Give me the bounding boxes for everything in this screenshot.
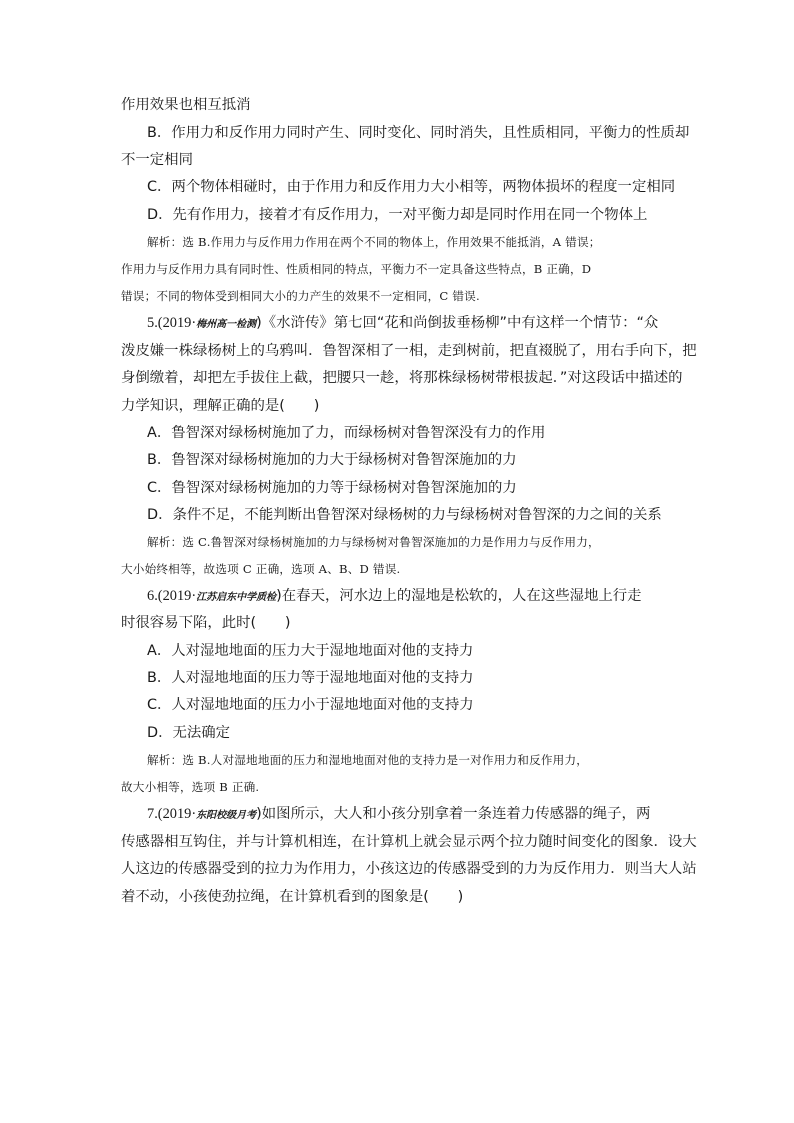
- q5-stem-text: )《水浒传》第七回“花和尚倒拔垂杨柳”中有这样一个情节：“众: [256, 315, 659, 331]
- q5-option-c: C．鲁智深对绿杨树施加的力等于绿杨树对鲁智深施加的力: [147, 480, 517, 496]
- q6-number: 6.: [147, 588, 158, 604]
- q5-option-b: B．鲁智深对绿杨树施加的力大于绿杨树对鲁智深施加的力: [147, 452, 517, 468]
- q6-option-c: C．人对湿地地面的压力小于湿地地面对他的支持力: [147, 697, 474, 713]
- q5-stem-line-1: [147, 313, 707, 335]
- q7-stem-line-4: 着不动，小孩使劲拉绳，在计算机看到的图象是( ): [121, 889, 464, 905]
- q4-option-c: C．两个物体相碰时，由于作用力和反作用力大小相等，两物体损坏的程度一定相同: [147, 179, 676, 195]
- q5-source: 梅州高一检测: [196, 319, 257, 330]
- q7-year: (2019·: [157, 806, 197, 822]
- q5-number: 5.: [147, 315, 158, 331]
- q6-option-d: D．无法确定: [147, 725, 231, 741]
- q6-stem-text: )在春天，河水边上的湿地是松软的，人在这些湿地上行走: [276, 588, 642, 604]
- q4-explanation-line-3: 错误；不同的物体受到相同大小的力产生的效果不一定相同，C 错误.: [121, 289, 480, 303]
- q6-explanation-line-1: 解析：选 B.人对湿地地面的压力和湿地地面对他的支持力是一对作用力和反作用力，: [147, 753, 589, 767]
- q5-stem-line-4: 力学知识，理解正确的是( ): [121, 398, 320, 414]
- q6-source: 江苏启东中学质检: [196, 592, 277, 603]
- q4-option-a-continuation: 作用效果也相互抵消: [121, 97, 251, 113]
- q7-number: 7.: [147, 806, 158, 822]
- q4-option-d: D．先有作用力，接着才有反作用力，一对平衡力却是同时作用在同一个物体上: [147, 207, 648, 223]
- q6-option-a: A．人对湿地地面的压力大于湿地地面对他的支持力: [147, 643, 474, 659]
- q5-stem-line-2: 泼皮嫌一株绿杨树上的乌鸦叫．鲁智深相了一相，走到树前，把直裰脱了，用右手向下，把: [121, 343, 697, 359]
- q7-stem-line-1: [147, 804, 707, 826]
- q5-explanation-line-1: 解析：选 C.鲁智深对绿杨树施加的力与绿杨树对鲁智深施加的力是作用力与反作用力，: [147, 535, 600, 549]
- q5-explanation-line-2: 大小始终相等，故选项 C 正确，选项 A、B、D 错误.: [121, 562, 401, 576]
- q6-year: (2019·: [157, 588, 197, 604]
- q5-option-d: D．条件不足，不能判断出鲁智深对绿杨树的力与绿杨树对鲁智深的力之间的关系: [147, 507, 662, 523]
- q6-stem-line-2: 时很容易下陷，此时( ): [121, 615, 291, 631]
- q7-stem-line-3: 人这边的传感器受到的拉力为作用力，小孩这边的传感器受到的力为反作用力．则当大人站: [121, 861, 697, 877]
- q6-option-b: B．人对湿地地面的压力等于湿地地面对他的支持力: [147, 670, 474, 686]
- q4-option-b-line-2: 不一定相同: [121, 152, 193, 168]
- q5-option-a: A．鲁智深对绿杨树施加了力，而绿杨树对鲁智深没有力的作用: [147, 425, 546, 441]
- q4-explanation-line-1: 解析：选 B.作用力与反作用力作用在两个不同的物体上，作用效果不能抵消，A 错误；: [147, 235, 601, 249]
- q5-year: (2019·: [157, 315, 197, 331]
- q5-stem-line-3: 身倒缴着，却把左手拔住上截，把腰只一趁，将那株绿杨树带根拔起．”对这段话中描述的: [121, 370, 683, 386]
- q6-explanation-line-2: 故大小相等，选项 B 正确.: [121, 780, 260, 794]
- q4-explanation-line-2: 作用力与反作用力具有同时性、性质相同的特点，平衡力不一定具备这些特点，B 正确，D: [121, 262, 592, 276]
- q7-stem-line-2: 传感器相互钩住，并与计算机相连，在计算机上就会显示两个拉力随时间变化的图象．设大: [121, 834, 697, 850]
- q7-source: 东阳校级月考: [196, 810, 257, 821]
- q7-stem-text: )如图所示，大人和小孩分别拿着一条连着力传感器的绳子，两: [256, 806, 651, 822]
- q4-option-b-line-1: B．作用力和反作用力同时产生、同时变化、同时消失，且性质相同，平衡力的性质却: [147, 125, 690, 141]
- q6-stem-line-1: [147, 586, 707, 608]
